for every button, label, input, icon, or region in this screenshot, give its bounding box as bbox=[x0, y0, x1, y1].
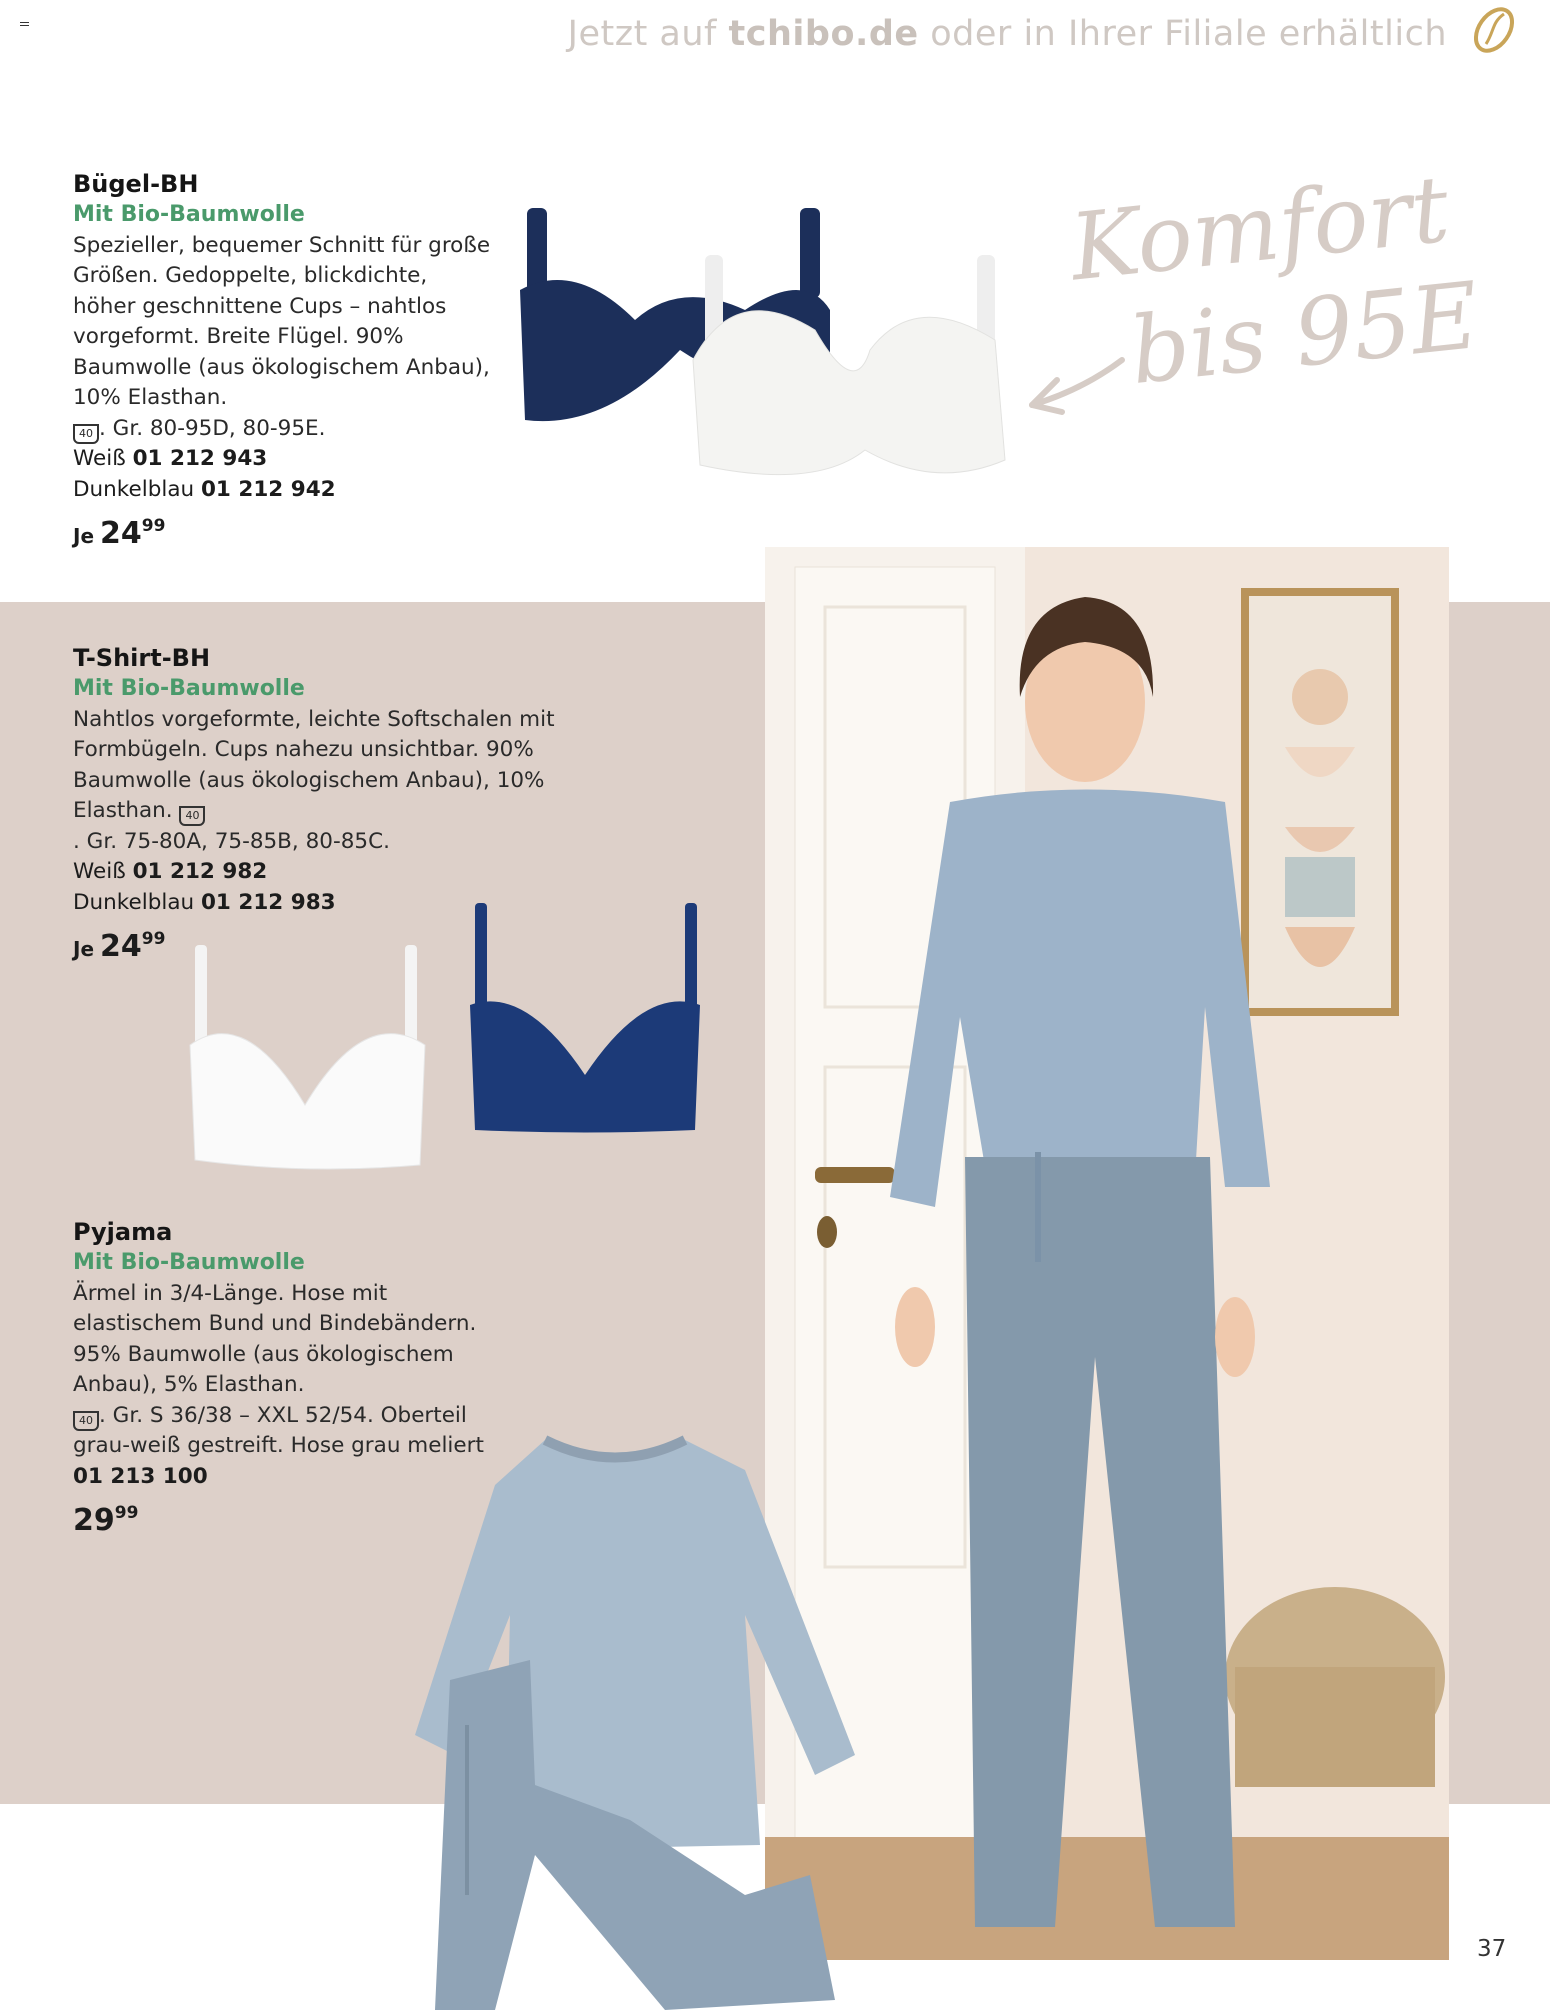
pyjama-product-image bbox=[415, 1425, 865, 2010]
article-number: 01 213 100 bbox=[73, 1463, 208, 1489]
header-tagline bbox=[568, 14, 1447, 54]
promo-komfort: Komfort bbox=[1065, 155, 1454, 302]
lifestyle-photo bbox=[765, 547, 1449, 1960]
white-bra bbox=[693, 255, 1005, 475]
price: $29^{99}$ bbox=[73, 1503, 139, 1538]
variant-row: Dunkelblau 01 212 983 bbox=[73, 889, 336, 915]
product-description: Spezieller, bequemer Schnitt für große Größen. Gedoppelte, blickdichte, höher geschnittene Cups – nahtlos vorgeformt. Breite Flügel. 90% Baumwolle (aus ökologischem Anbau), 10% Elasthan. bbox=[73, 232, 491, 410]
tchibo-bean-logo[interactable] bbox=[1466, 0, 1522, 56]
price: Je $24^{99}$ bbox=[73, 516, 166, 551]
variant-row: Weiß 01 212 943 bbox=[73, 446, 268, 471]
product-sizes: . Gr. 75-80A, 75-85B, 80-85C. bbox=[73, 828, 390, 854]
article-number: 01 212 983 bbox=[200, 889, 336, 915]
product-title: Bügel-BH bbox=[73, 170, 199, 198]
product-description: Ärmel in 3/4-Länge. Hose mit elastischem Bund und Bindebändern. 95% Baumwolle (aus ökologischem Anbau), 5% Elasthan. bbox=[73, 1280, 477, 1397]
wash-40-icon: 40 bbox=[179, 806, 205, 826]
page-number: 37 bbox=[1477, 1936, 1507, 1962]
article-number: 01 212 943 bbox=[132, 446, 268, 471]
promo-size: bis 95E bbox=[1125, 262, 1484, 405]
variant-row: Dunkelblau 01 212 942 bbox=[73, 476, 336, 502]
navy-tshirt-bra bbox=[470, 903, 700, 1133]
arrow-left-icon bbox=[1022, 350, 1132, 420]
header-suffix: oder in Ihrer Filiale erhältlich bbox=[930, 14, 1447, 54]
product-subtitle: Mit Bio-Baumwolle bbox=[73, 202, 305, 227]
article-number: 01 212 982 bbox=[132, 859, 268, 884]
wash-40-icon: 40 bbox=[73, 1411, 99, 1431]
header-prefix: Jetzt auf bbox=[567, 14, 717, 54]
tshirt-bra-image bbox=[185, 895, 705, 1175]
product-sizes: . Gr. 80-95D, 80-95E. bbox=[99, 415, 326, 441]
product-title: Pyjama bbox=[73, 1218, 173, 1246]
product-subtitle: Mit Bio-Baumwolle bbox=[73, 676, 305, 701]
product-title: T-Shirt-BH bbox=[73, 644, 211, 672]
underwire-bra-image bbox=[515, 200, 1015, 490]
product-subtitle: Mit Bio-Baumwolle bbox=[73, 1250, 305, 1275]
product-description: Nahtlos vorgeformte, leichte Softschalen mit Formbügeln. Cups nahezu unsichtbar. 90% Baumwolle (aus ökologischem Anbau), 10% Elasthan. 40 bbox=[73, 705, 598, 827]
wash-40-icon: 40 bbox=[73, 424, 99, 444]
white-tshirt-bra bbox=[190, 945, 425, 1169]
product-sizes: . Gr. S 36/38 – XXL 52/54. Oberteil grau-weiß gestreift. Hose grau meliert bbox=[73, 1402, 484, 1458]
header-site-link[interactable]: tchibo.de bbox=[728, 14, 919, 54]
variant-row: Weiß 01 212 982 bbox=[73, 859, 268, 884]
price: Je $24^{99}$ bbox=[73, 929, 166, 964]
menu-icon[interactable] bbox=[20, 22, 29, 28]
article-number: 01 212 942 bbox=[200, 476, 336, 502]
